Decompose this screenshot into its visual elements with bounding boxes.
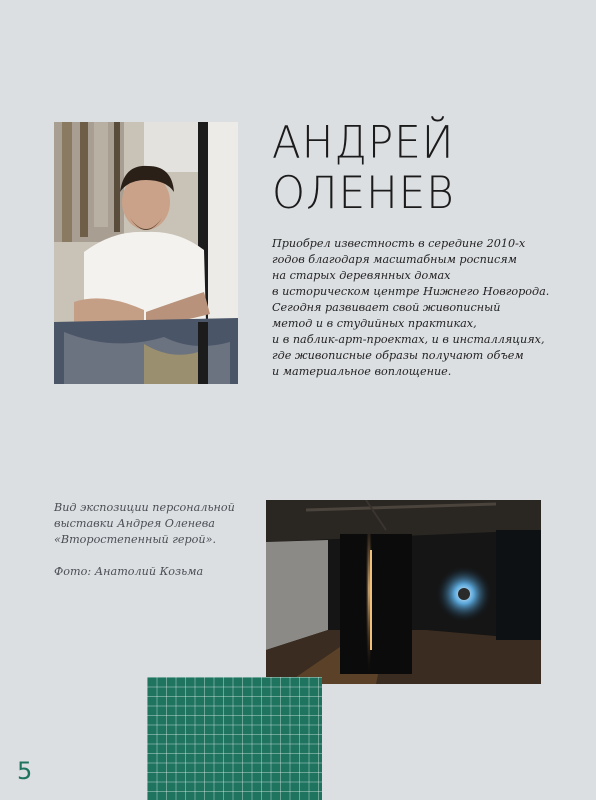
title-line-1: АНДРЕЙ: [272, 116, 455, 168]
artist-bio: [272, 236, 572, 380]
photo-credit: Фото: Анатолий Козьма: [54, 565, 204, 578]
title-line-2: ОЛЕНЕВ: [272, 166, 455, 219]
bio-line: годов благодаря масштабным росписям: [272, 253, 517, 266]
caption-line: «Второстепенный герой».: [54, 533, 217, 546]
caption-line: выставки Андрея Оленева: [54, 517, 215, 530]
bio-line: Приобрел известность в середине 2010-х: [272, 237, 526, 250]
artist-name-title: [272, 118, 572, 219]
exhibition-caption: [54, 500, 254, 580]
decorative-grid-block: [147, 677, 322, 800]
bio-line: и материальное воплощение.: [272, 365, 452, 378]
bio-line: на старых деревянных домах: [272, 269, 451, 282]
bio-line: где живописные образы получают объем: [272, 349, 524, 362]
bio-line: Сегодня развивает свой живописный: [272, 301, 501, 314]
exhibition-view-photo: [266, 500, 541, 684]
bio-line: метод и в студийных практиках,: [272, 317, 477, 330]
artist-portrait-photo: [54, 122, 238, 384]
bio-line: и в паблик-арт-проектах, и в инсталляциях,: [272, 333, 545, 346]
page-number: 5: [17, 757, 33, 785]
caption-spacer: [54, 548, 254, 564]
bio-line: в историческом центре Нижнего Новгорода.: [272, 285, 550, 298]
caption-line: Вид экспозиции персональной: [54, 501, 235, 514]
